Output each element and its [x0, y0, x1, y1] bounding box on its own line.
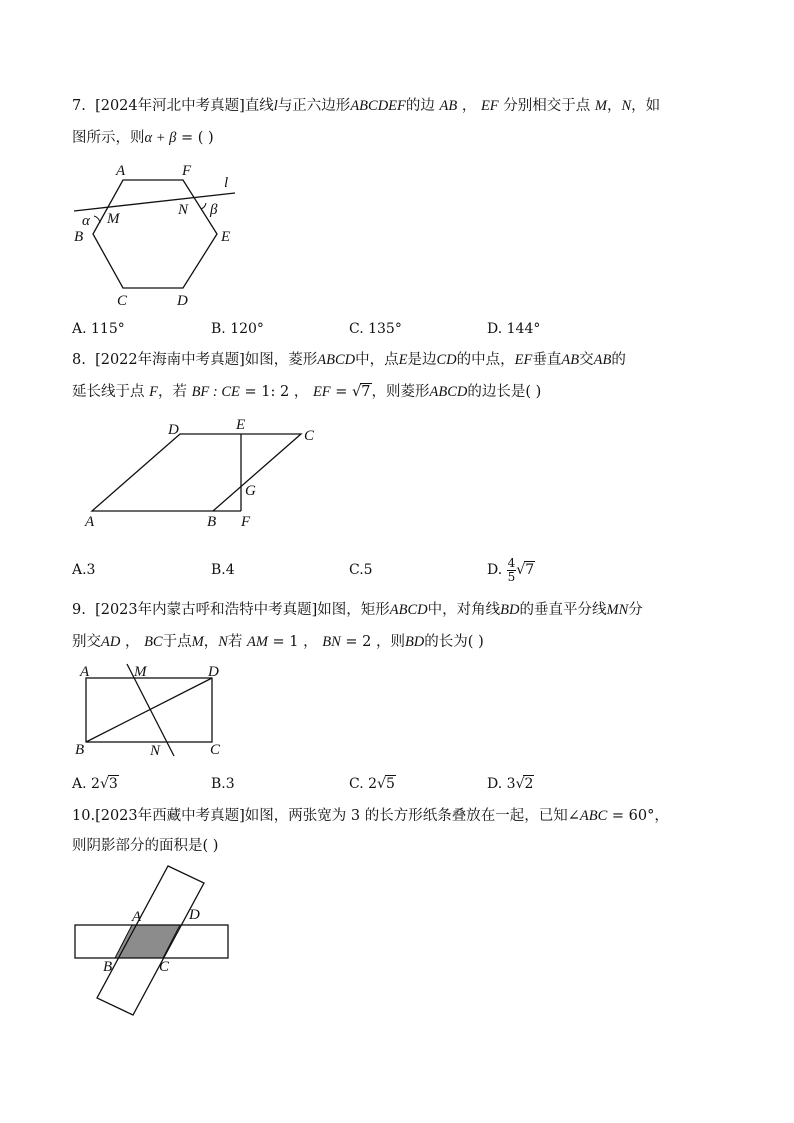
angle-beta-arc [201, 203, 206, 209]
label-B: B [75, 742, 85, 758]
label-C: C [159, 959, 170, 975]
label-B: B [103, 959, 113, 975]
q7-option-b[interactable]: B. 120° [211, 321, 264, 337]
q7-option-c[interactable]: C. 135° [349, 321, 402, 337]
sqrt-7: √7 [516, 562, 535, 578]
label-A: A [80, 664, 90, 680]
q7-option-a[interactable]: A. 115° [72, 321, 125, 337]
label-C: C [117, 293, 128, 309]
diagonal-BD [86, 678, 212, 742]
q7-line2: 图所示，则α + β = ( ) [72, 130, 214, 146]
label-D: D [168, 422, 179, 438]
shaded-parallelogram [115, 925, 180, 958]
label-A: A [85, 514, 95, 530]
label-G: G [245, 483, 256, 499]
rhombus [92, 434, 301, 511]
q9-option-b[interactable]: B.3 [211, 776, 235, 792]
label-D: D [177, 293, 188, 309]
label-E: E [221, 229, 231, 245]
label-C: C [304, 428, 315, 444]
label-A: A [116, 163, 126, 179]
label-F: F [182, 163, 192, 179]
label-F: F [241, 514, 251, 530]
label-D: D [189, 907, 200, 923]
label-M: M [134, 664, 147, 680]
label-E: E [236, 417, 246, 433]
label-N: N [178, 202, 189, 218]
q9-option-d[interactable]: D. 3√2 [487, 776, 534, 792]
sqrt-2: √2 [515, 776, 534, 792]
q7-option-d[interactable]: D. 144° [487, 321, 541, 337]
label-B: B [74, 229, 84, 245]
label-l: l [224, 175, 229, 191]
q7-hexagon-figure [60, 155, 260, 315]
q8-option-a[interactable]: A.3 [72, 562, 96, 578]
label-C: C [210, 742, 221, 758]
q10-line1: 10.[2023年西藏中考真题]如图，两张宽为 3 的长方形纸条叠放在一起，已知∠ABC = 60°， [72, 808, 669, 824]
sqrt-3: √3 [99, 776, 118, 792]
label-D: D [208, 664, 219, 680]
sqrt-5: √5 [377, 776, 395, 792]
q8-option-c[interactable]: C.5 [349, 562, 373, 578]
q8-option-d[interactable]: D. $\frac{4}{5}$ √7 [487, 550, 535, 590]
fraction-4-5: $\frac{4}{5}$ [507, 555, 516, 584]
q7-line1: 7. [2024年河北中考真题]直线l与正六边形ABCDEF的边 AB ， EF 分别相交于点 M，N，如 [72, 98, 661, 114]
q9-option-a[interactable]: A. 2√3 [72, 776, 118, 792]
q10-line2: 则阴影部分的面积是( ) [72, 838, 219, 854]
q10-strips-figure [72, 862, 242, 1022]
sqrt-7: √7 [352, 384, 371, 400]
label-N: N [150, 743, 161, 759]
q9-rectangle-figure [72, 660, 232, 760]
q9-option-c[interactable]: C. 2√5 [349, 776, 395, 792]
label-M: M [107, 211, 120, 227]
q8-line2: 延长线于点 F，若 BF : CE = 1: 2 ， EF = √7，则菱形ABCD的边长是( ) [72, 384, 542, 400]
hexagon [93, 180, 217, 288]
q8-rhombus-figure [80, 418, 330, 533]
q9-line2: 别交AD ， BC于点M，N若 AM = 1 ， BN = 2 ，则BD的长为( ) [72, 634, 484, 650]
label-beta: β [210, 202, 218, 218]
q8-line1: 8. [2022年海南中考真题]如图，菱形ABCD中，点E是边CD的中点，EF垂直AB交AB的 [72, 352, 626, 368]
label-A: A [132, 909, 142, 925]
q8-option-b[interactable]: B.4 [211, 562, 235, 578]
label-B: B [207, 514, 217, 530]
q9-line1: 9. [2023年内蒙古呼和浩特中考真题]如图，矩形ABCD中，对角线BD的垂直平分线MN分 [72, 602, 643, 618]
label-alpha: α [82, 213, 90, 229]
